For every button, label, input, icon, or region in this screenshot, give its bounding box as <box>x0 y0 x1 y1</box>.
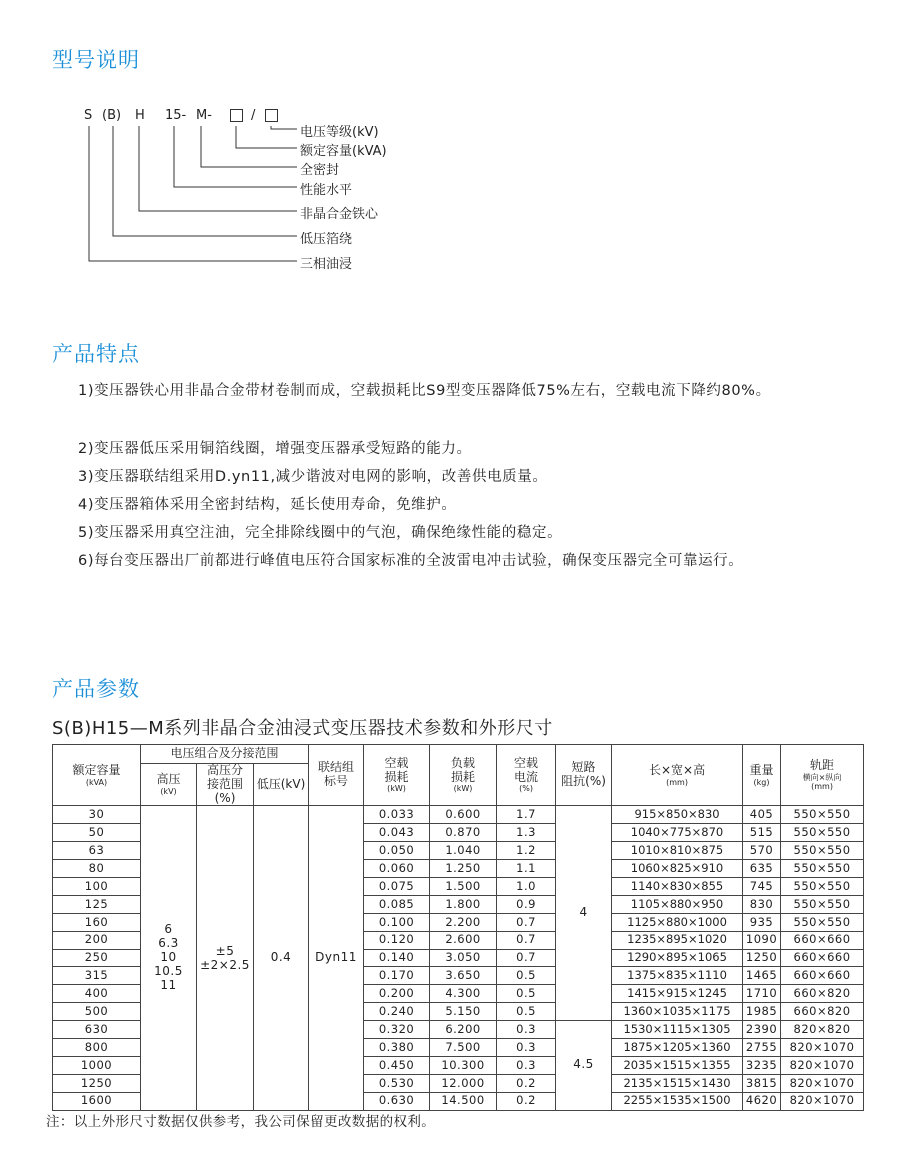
cell-gauge: 550×550 <box>781 824 864 842</box>
cell-load-loss: 1.250 <box>430 860 497 878</box>
code-m: M- <box>196 108 212 123</box>
header-hv: 高压 (kV) <box>141 764 197 806</box>
cell-dimensions: 1105×880×950 <box>612 895 743 913</box>
header-capacity: 额定容量 (kVA) <box>53 745 141 806</box>
cell-no-load-current: 0.7 <box>497 913 556 931</box>
cell-dimensions: 1415×915×1245 <box>612 985 743 1003</box>
cell-dimensions: 1530×1115×1305 <box>612 1021 743 1039</box>
cell-capacity: 125 <box>53 895 141 913</box>
code-slash: / <box>251 108 256 123</box>
section-title-features: 产品特点 <box>52 342 140 366</box>
header-no-load-loss: 空载 损耗 (kW) <box>364 745 430 806</box>
label-foil-winding: 低压箔绕 <box>300 232 353 247</box>
header-short-circuit: 短路 阻抗(%) <box>556 745 612 806</box>
cell-no-load-loss: 0.050 <box>364 842 430 860</box>
cell-no-load-loss: 0.530 <box>364 1074 430 1092</box>
cell-no-load-current: 0.3 <box>497 1021 556 1039</box>
cell-dimensions: 2035×1515×1355 <box>612 1056 743 1074</box>
cell-gauge: 550×550 <box>781 842 864 860</box>
cell-no-load-loss: 0.100 <box>364 913 430 931</box>
feature-item-1: 1)变压器铁心用非晶合金带材卷制而成，空载损耗比S9型变压器降低75%左右，空载电流下降约80%。 <box>78 383 771 399</box>
cell-weight: 830 <box>743 895 781 913</box>
cell-load-loss: 4.300 <box>430 985 497 1003</box>
label-rated-capacity: 额定容量(kVA) <box>300 144 387 159</box>
cell-gauge: 550×550 <box>781 895 864 913</box>
cell-no-load-current: 0.7 <box>497 949 556 967</box>
cell-tap-range <box>197 806 254 1110</box>
cell-short-circuit-a: 4 <box>556 806 612 1021</box>
cell-no-load-loss: 0.060 <box>364 860 430 878</box>
cell-load-loss: 2.600 <box>430 931 497 949</box>
cell-load-loss: 1.800 <box>430 895 497 913</box>
model-code-diagram <box>0 0 900 330</box>
cell-dimensions: 1360×1035×1175 <box>612 1003 743 1021</box>
cell-weight: 570 <box>743 842 781 860</box>
cell-weight: 1710 <box>743 985 781 1003</box>
cell-load-loss: 12.000 <box>430 1074 497 1092</box>
section-title-model: 型号说明 <box>52 48 140 72</box>
cell-dimensions: 2255×1535×1500 <box>612 1092 743 1110</box>
cell-gauge: 820×1070 <box>781 1092 864 1110</box>
cell-capacity: 1600 <box>53 1092 141 1110</box>
cell-dimensions: 1125×880×1000 <box>612 913 743 931</box>
cell-load-loss: 3.650 <box>430 967 497 985</box>
cell-dimensions: 1235×895×1020 <box>612 931 743 949</box>
cell-no-load-loss: 0.630 <box>364 1092 430 1110</box>
feature-item-5: 5)变压器采用真空注油，完全排除线圈中的气泡，确保绝缘性能的稳定。 <box>78 525 563 541</box>
cell-capacity: 50 <box>53 824 141 842</box>
spec-table-body <box>53 806 864 1110</box>
tap-value: ±5 <box>215 943 235 958</box>
cell-dimensions: 1040×775×870 <box>612 824 743 842</box>
cell-weight: 2755 <box>743 1038 781 1056</box>
cell-capacity: 160 <box>53 913 141 931</box>
cell-no-load-current: 1.1 <box>497 860 556 878</box>
cell-gauge: 660×660 <box>781 931 864 949</box>
label-voltage-level: 电压等级(kV) <box>300 125 379 140</box>
header-tap-range: 高压分 接范围(%) <box>197 764 254 806</box>
cell-weight: 935 <box>743 913 781 931</box>
cell-gauge: 550×550 <box>781 806 864 824</box>
cell-connection: Dyn11 <box>309 806 364 1110</box>
cell-weight: 1985 <box>743 1003 781 1021</box>
hv-value: 10.5 <box>154 963 183 978</box>
cell-load-loss: 2.200 <box>430 913 497 931</box>
cell-gauge: 660×660 <box>781 949 864 967</box>
header-load-loss: 负载 损耗 (kW) <box>430 745 497 806</box>
cell-capacity: 1000 <box>53 1056 141 1074</box>
cell-no-load-current: 1.0 <box>497 877 556 895</box>
cell-no-load-loss: 0.120 <box>364 931 430 949</box>
cell-gauge: 820×1070 <box>781 1056 864 1074</box>
cell-load-loss: 10.300 <box>430 1056 497 1074</box>
cell-no-load-current: 0.9 <box>497 895 556 913</box>
cell-no-load-current: 0.5 <box>497 967 556 985</box>
hv-value: 6 <box>164 922 173 937</box>
code-15: 15- <box>165 108 187 123</box>
cell-capacity: 80 <box>53 860 141 878</box>
cell-no-load-loss: 0.240 <box>364 1003 430 1021</box>
cell-weight: 405 <box>743 806 781 824</box>
cell-weight: 745 <box>743 877 781 895</box>
cell-no-load-current: 0.5 <box>497 985 556 1003</box>
cell-no-load-current: 0.3 <box>497 1056 556 1074</box>
cell-no-load-current: 1.2 <box>497 842 556 860</box>
cell-dimensions: 1140×830×855 <box>612 877 743 895</box>
cell-weight: 515 <box>743 824 781 842</box>
cell-no-load-current: 0.2 <box>497 1074 556 1092</box>
spec-table <box>52 744 864 1111</box>
cell-load-loss: 1.500 <box>430 877 497 895</box>
cell-load-loss: 6.200 <box>430 1021 497 1039</box>
header-lv: 低压(kV) <box>254 764 309 806</box>
cell-gauge: 550×550 <box>781 913 864 931</box>
feature-item-2: 2)变压器低压采用铜箔线圈，增强变压器承受短路的能力。 <box>78 441 472 457</box>
cell-load-loss: 14.500 <box>430 1092 497 1110</box>
hv-value: 6.3 <box>158 936 179 951</box>
cell-hv-values <box>141 806 197 1110</box>
cell-dimensions: 1375×835×1110 <box>612 967 743 985</box>
cell-weight: 1465 <box>743 967 781 985</box>
cell-load-loss: 5.150 <box>430 1003 497 1021</box>
cell-capacity: 30 <box>53 806 141 824</box>
cell-capacity: 250 <box>53 949 141 967</box>
section-title-params: 产品参数 <box>52 677 140 701</box>
code-box-voltage <box>265 109 278 122</box>
cell-no-load-loss: 0.085 <box>364 895 430 913</box>
cell-no-load-loss: 0.075 <box>364 877 430 895</box>
cell-load-loss: 7.500 <box>430 1038 497 1056</box>
cell-no-load-loss: 0.033 <box>364 806 430 824</box>
feature-item-4: 4)变压器箱体采用全密封结构，延长使用寿命，免维护。 <box>78 497 457 513</box>
cell-weight: 4620 <box>743 1092 781 1110</box>
cell-no-load-loss: 0.450 <box>364 1056 430 1074</box>
code-h: H <box>135 108 145 123</box>
cell-dimensions: 2135×1515×1430 <box>612 1074 743 1092</box>
cell-capacity: 315 <box>53 967 141 985</box>
cell-capacity: 200 <box>53 931 141 949</box>
header-no-load-current: 空载 电流 (%) <box>497 745 556 806</box>
label-performance: 性能水平 <box>300 183 353 198</box>
cell-no-load-loss: 0.140 <box>364 949 430 967</box>
cell-gauge: 820×1070 <box>781 1038 864 1056</box>
header-weight: 重量 (kg) <box>743 745 781 806</box>
header-voltage-group: 电压组合及分接范围 <box>141 745 309 764</box>
cell-lv: 0.4 <box>254 806 309 1110</box>
cell-capacity: 100 <box>53 877 141 895</box>
code-b: (B) <box>102 108 122 123</box>
hv-value: 11 <box>160 977 177 992</box>
cell-no-load-current: 1.3 <box>497 824 556 842</box>
cell-no-load-loss: 0.200 <box>364 985 430 1003</box>
footnote: 注：以上外形尺寸数据仅供参考，我公司保留更改数据的权利。 <box>46 1114 436 1130</box>
cell-weight: 1250 <box>743 949 781 967</box>
cell-no-load-current: 0.3 <box>497 1038 556 1056</box>
table-row <box>53 806 864 824</box>
tap-value: ±2×2.5 <box>200 957 250 972</box>
feature-item-6: 6)每台变压器出厂前都进行峰值电压符合国家标准的全波雷电冲击试验，确保变压器完全可靠运行。 <box>78 553 744 569</box>
header-gauge: 轨距 横向×纵向 (mm) <box>781 745 864 806</box>
cell-gauge: 660×820 <box>781 985 864 1003</box>
cell-weight: 3815 <box>743 1074 781 1092</box>
cell-dimensions: 1290×895×1065 <box>612 949 743 967</box>
cell-no-load-current: 1.7 <box>497 806 556 824</box>
cell-gauge: 820×820 <box>781 1021 864 1039</box>
cell-no-load-loss: 0.170 <box>364 967 430 985</box>
cell-no-load-current: 0.5 <box>497 1003 556 1021</box>
cell-dimensions: 1060×825×910 <box>612 860 743 878</box>
cell-capacity: 500 <box>53 1003 141 1021</box>
cell-no-load-current: 0.7 <box>497 931 556 949</box>
code-s: S <box>84 108 93 123</box>
cell-weight: 1090 <box>743 931 781 949</box>
header-dimensions: 长×宽×高 (mm) <box>612 745 743 806</box>
cell-dimensions: 1010×810×875 <box>612 842 743 860</box>
cell-weight: 2390 <box>743 1021 781 1039</box>
cell-capacity: 1250 <box>53 1074 141 1092</box>
cell-capacity: 63 <box>53 842 141 860</box>
cell-load-loss: 3.050 <box>430 949 497 967</box>
code-box-capacity <box>230 109 243 122</box>
cell-dimensions: 915×850×830 <box>612 806 743 824</box>
cell-no-load-loss: 0.320 <box>364 1021 430 1039</box>
cell-capacity: 800 <box>53 1038 141 1056</box>
cell-no-load-current: 0.2 <box>497 1092 556 1110</box>
cell-capacity: 400 <box>53 985 141 1003</box>
cell-weight: 635 <box>743 860 781 878</box>
cell-short-circuit-b: 4.5 <box>556 1021 612 1110</box>
cell-gauge: 820×1070 <box>781 1074 864 1092</box>
label-amorphous-core: 非晶合金铁心 <box>300 207 379 222</box>
hv-value: 10 <box>160 950 177 965</box>
table-caption: S(B)H15—M系列非晶合金油浸式变压器技术参数和外形尺寸 <box>52 718 553 739</box>
cell-load-loss: 1.040 <box>430 842 497 860</box>
label-three-phase-oil: 三相油浸 <box>300 257 353 272</box>
cell-gauge: 550×550 <box>781 860 864 878</box>
model-code-leader-lines <box>0 0 900 330</box>
cell-load-loss: 0.600 <box>430 806 497 824</box>
cell-dimensions: 1875×1205×1360 <box>612 1038 743 1056</box>
cell-weight: 3235 <box>743 1056 781 1074</box>
header-connection: 联结组 标号 <box>309 745 364 806</box>
cell-no-load-loss: 0.380 <box>364 1038 430 1056</box>
cell-gauge: 660×820 <box>781 1003 864 1021</box>
label-sealed: 全密封 <box>300 163 340 178</box>
cell-capacity: 630 <box>53 1021 141 1039</box>
cell-load-loss: 0.870 <box>430 824 497 842</box>
feature-item-3: 3)变压器联结组采用D.yn11,减少谐波对电网的影响，改善供电质量。 <box>78 469 548 485</box>
cell-no-load-loss: 0.043 <box>364 824 430 842</box>
cell-gauge: 660×660 <box>781 967 864 985</box>
cell-gauge: 550×550 <box>781 877 864 895</box>
